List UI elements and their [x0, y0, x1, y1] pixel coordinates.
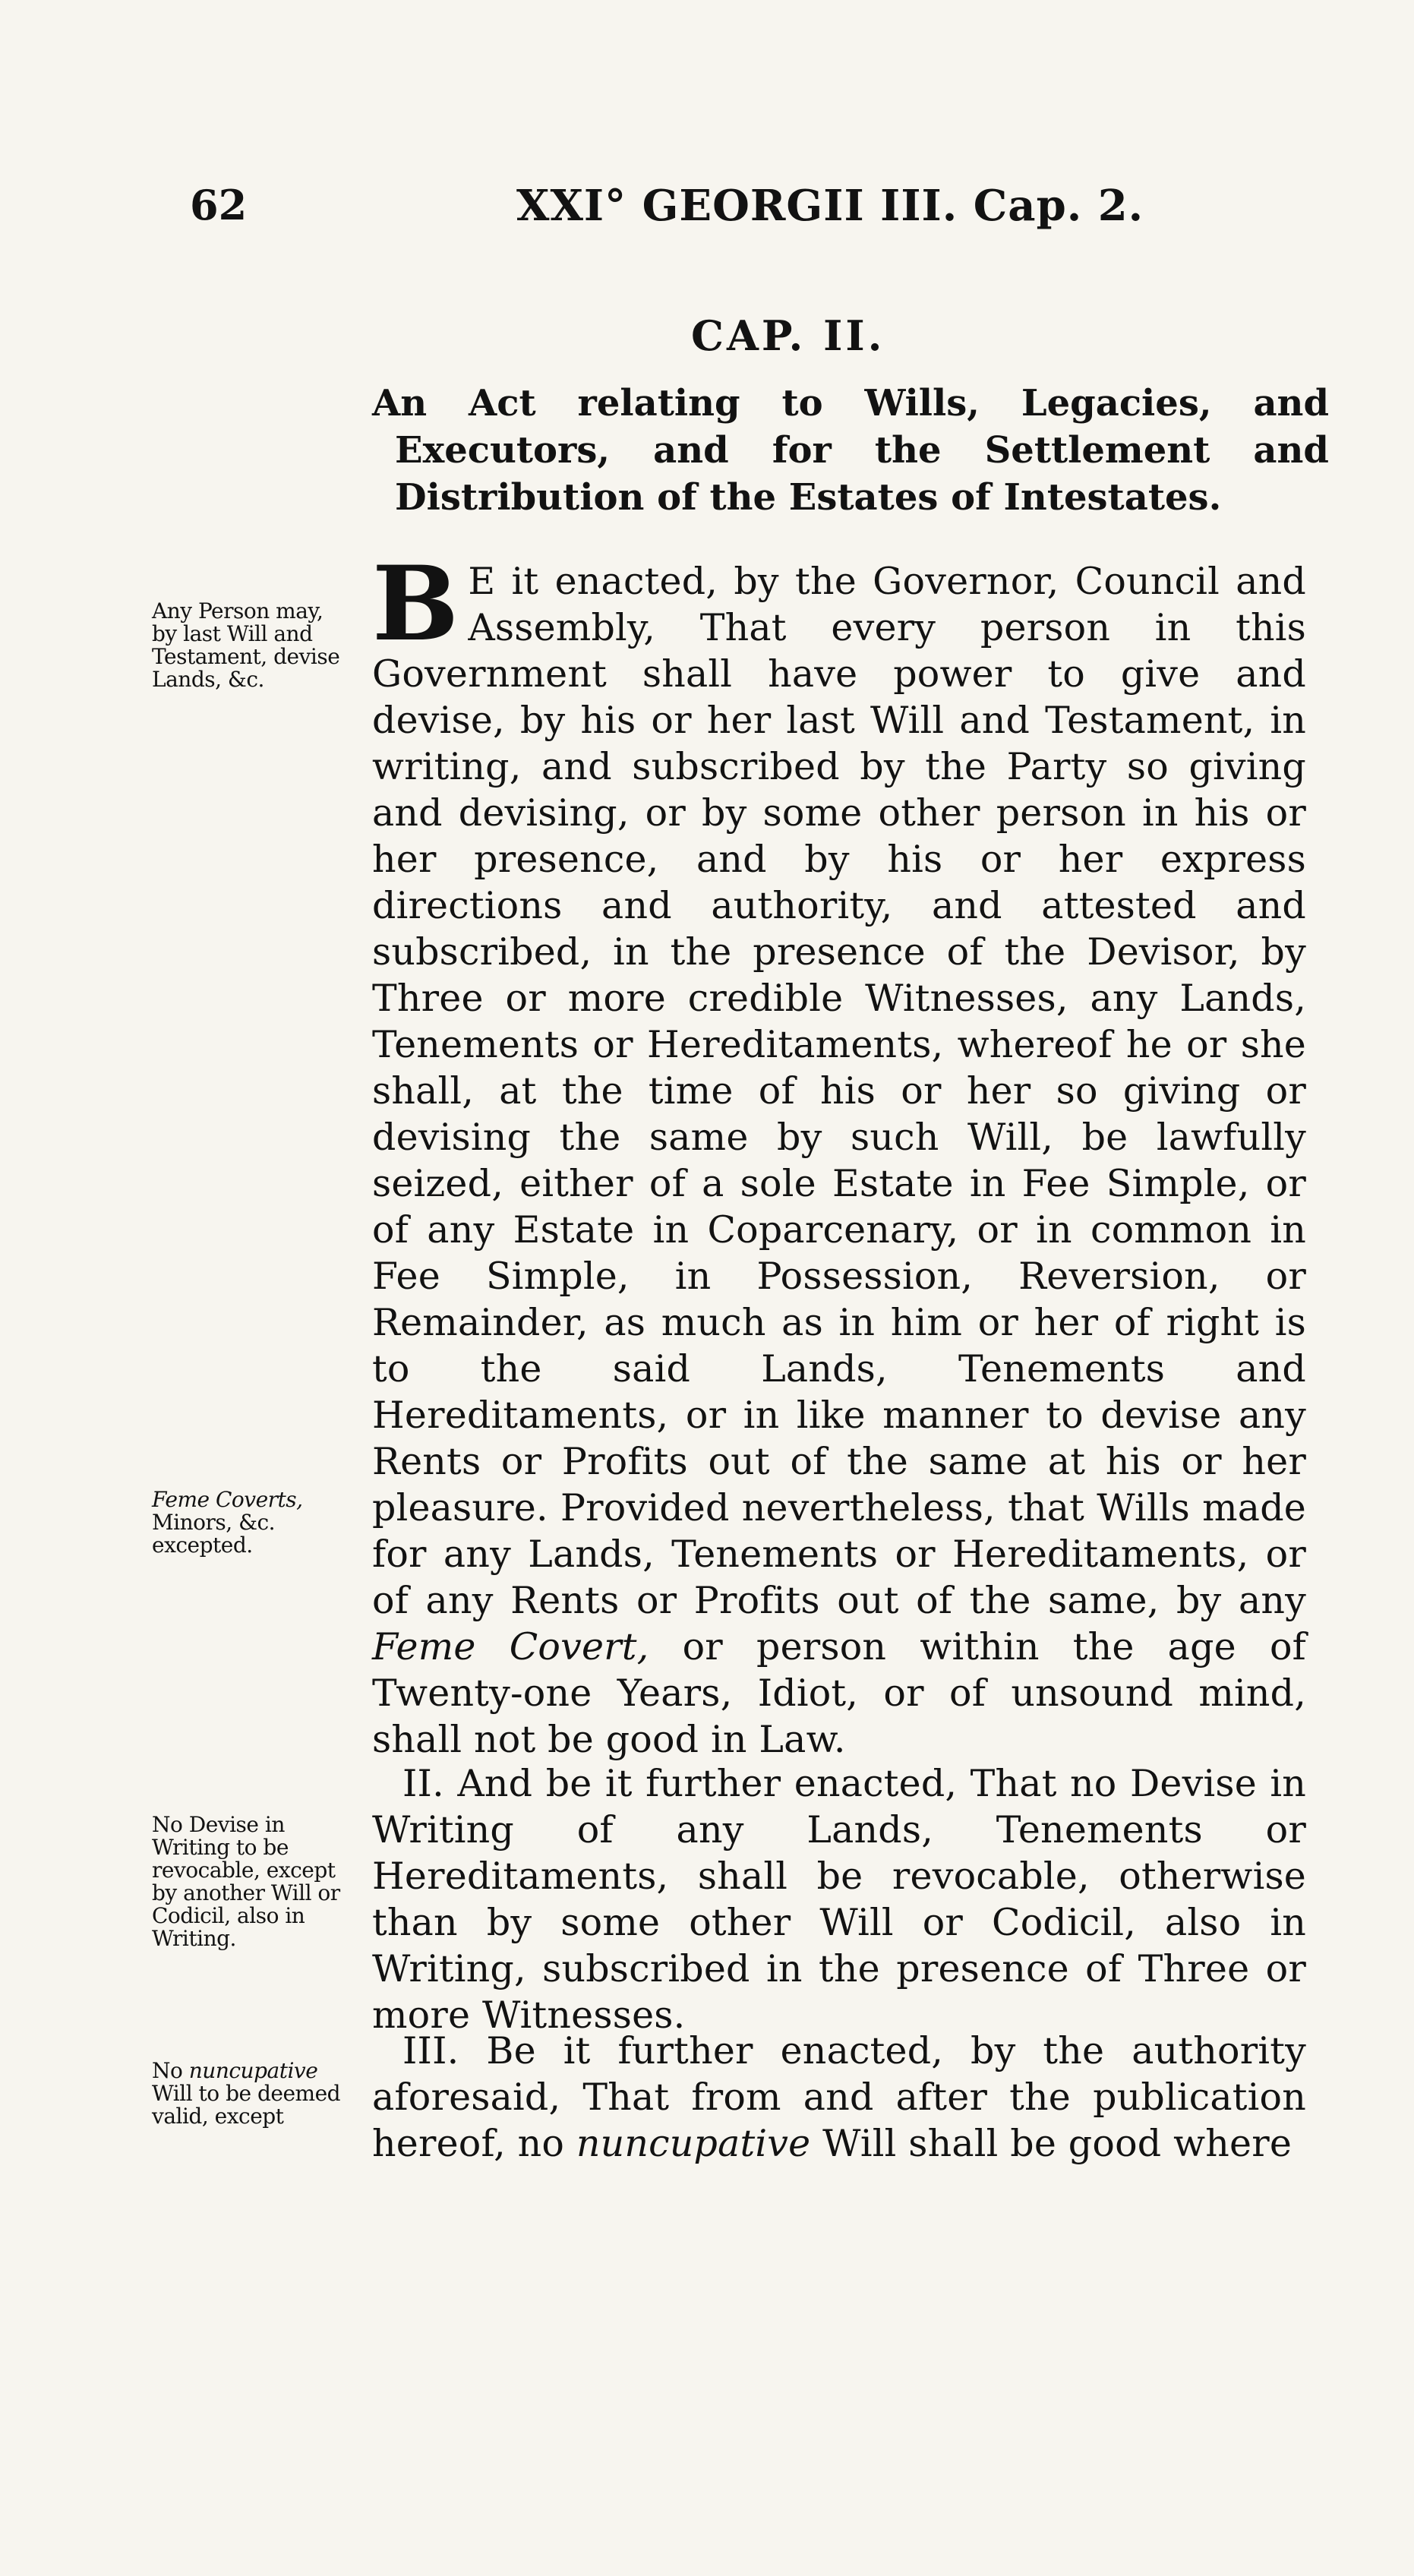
- drop-cap: B: [372, 543, 459, 664]
- section-3: [372, 2028, 1306, 2167]
- page-number: 62: [190, 181, 248, 229]
- page-header: [190, 181, 1299, 249]
- margin-note-feme-coverts-rest: Minors, &c. excepted.: [152, 1510, 276, 1558]
- margin-note-no-devise: No Devise in Writing to be revocable, except by another Will or Codicil, also in Writing.: [152, 1812, 340, 1951]
- chapter-title: CAP. II.: [691, 311, 885, 360]
- margin-note-nuncupative-a: No: [152, 2058, 189, 2083]
- margin-note-nuncupative: [152, 2060, 349, 2128]
- margin-note-feme-coverts-italic: Feme Coverts,: [152, 1487, 303, 1512]
- running-head: XXI° GEORGII III. Cap. 2.: [516, 181, 1144, 231]
- section-1-text-end: or person within the age of Twenty-one Years, Idiot, or of unsound mind, shall not be good in Law.: [372, 1625, 1306, 1761]
- act-title: An Act relating to Wills, Legacies, and Executors, and for the Settlement and Distribution of the Estates of Intestates.: [372, 382, 1329, 519]
- section-1-italic: Feme Covert,: [372, 1625, 649, 1668]
- margin-note-nuncupative-b: Will to be deemed valid, except: [152, 2081, 341, 2129]
- section-1-text: E it enacted, by the Governor, Council and Assembly, That every person in this Government shall have power to give and devise, by his or her last Will and Testament, in writing, and subscribed by the Party so giving and devising, or by some other person in his or her presence, and by his or her express directions and authority, and attested and subscribed, in the presence of the Devisor, by Three or more credible Witnesses, any Lands, Tenements or Hereditaments, whereof he or she shall, at the time of his or her so giving or devising the same by such Will, be lawfully seized, either of a sole Estate in Fee Simple, or of any Estate in Coparcenary, or in common in Fee Simple, in Possession, Reversion, or Remainder, as much as in him or her of right is to the said Lands, Tenements and Hereditaments, or in like manner to devise any Rents or Profits out of the same at his or her pleasure. Provided nevertheless, that Wills made for any Lands, Tenements or Hereditaments, or of any Rents or Profits out of the same, by any: [372, 560, 1306, 1622]
- section-1: [372, 543, 1306, 1763]
- section-2: II. And be it further enacted, That no Devise in Writing of any Lands, Tenements or Hereditaments, shall be revocable, otherwise than by some other Will or Codicil, also in Writing, subscribed in the presence of Three or more Witnesses.: [372, 1762, 1306, 2037]
- margin-note-feme-coverts: [152, 1488, 349, 1557]
- margin-note-devise-lands: Any Person may, by last Will and Testament, devise Lands, &c.: [152, 598, 340, 692]
- section-3-text: III. Be it further enacted, by the authority aforesaid, That from and after the publication hereof, no: [372, 2029, 1306, 2165]
- margin-note-nuncupative-italic: nuncupative: [188, 2058, 318, 2083]
- section-3-italic: nuncupative: [576, 2122, 811, 2165]
- section-3-text-end: Will shall be good where: [810, 2122, 1292, 2165]
